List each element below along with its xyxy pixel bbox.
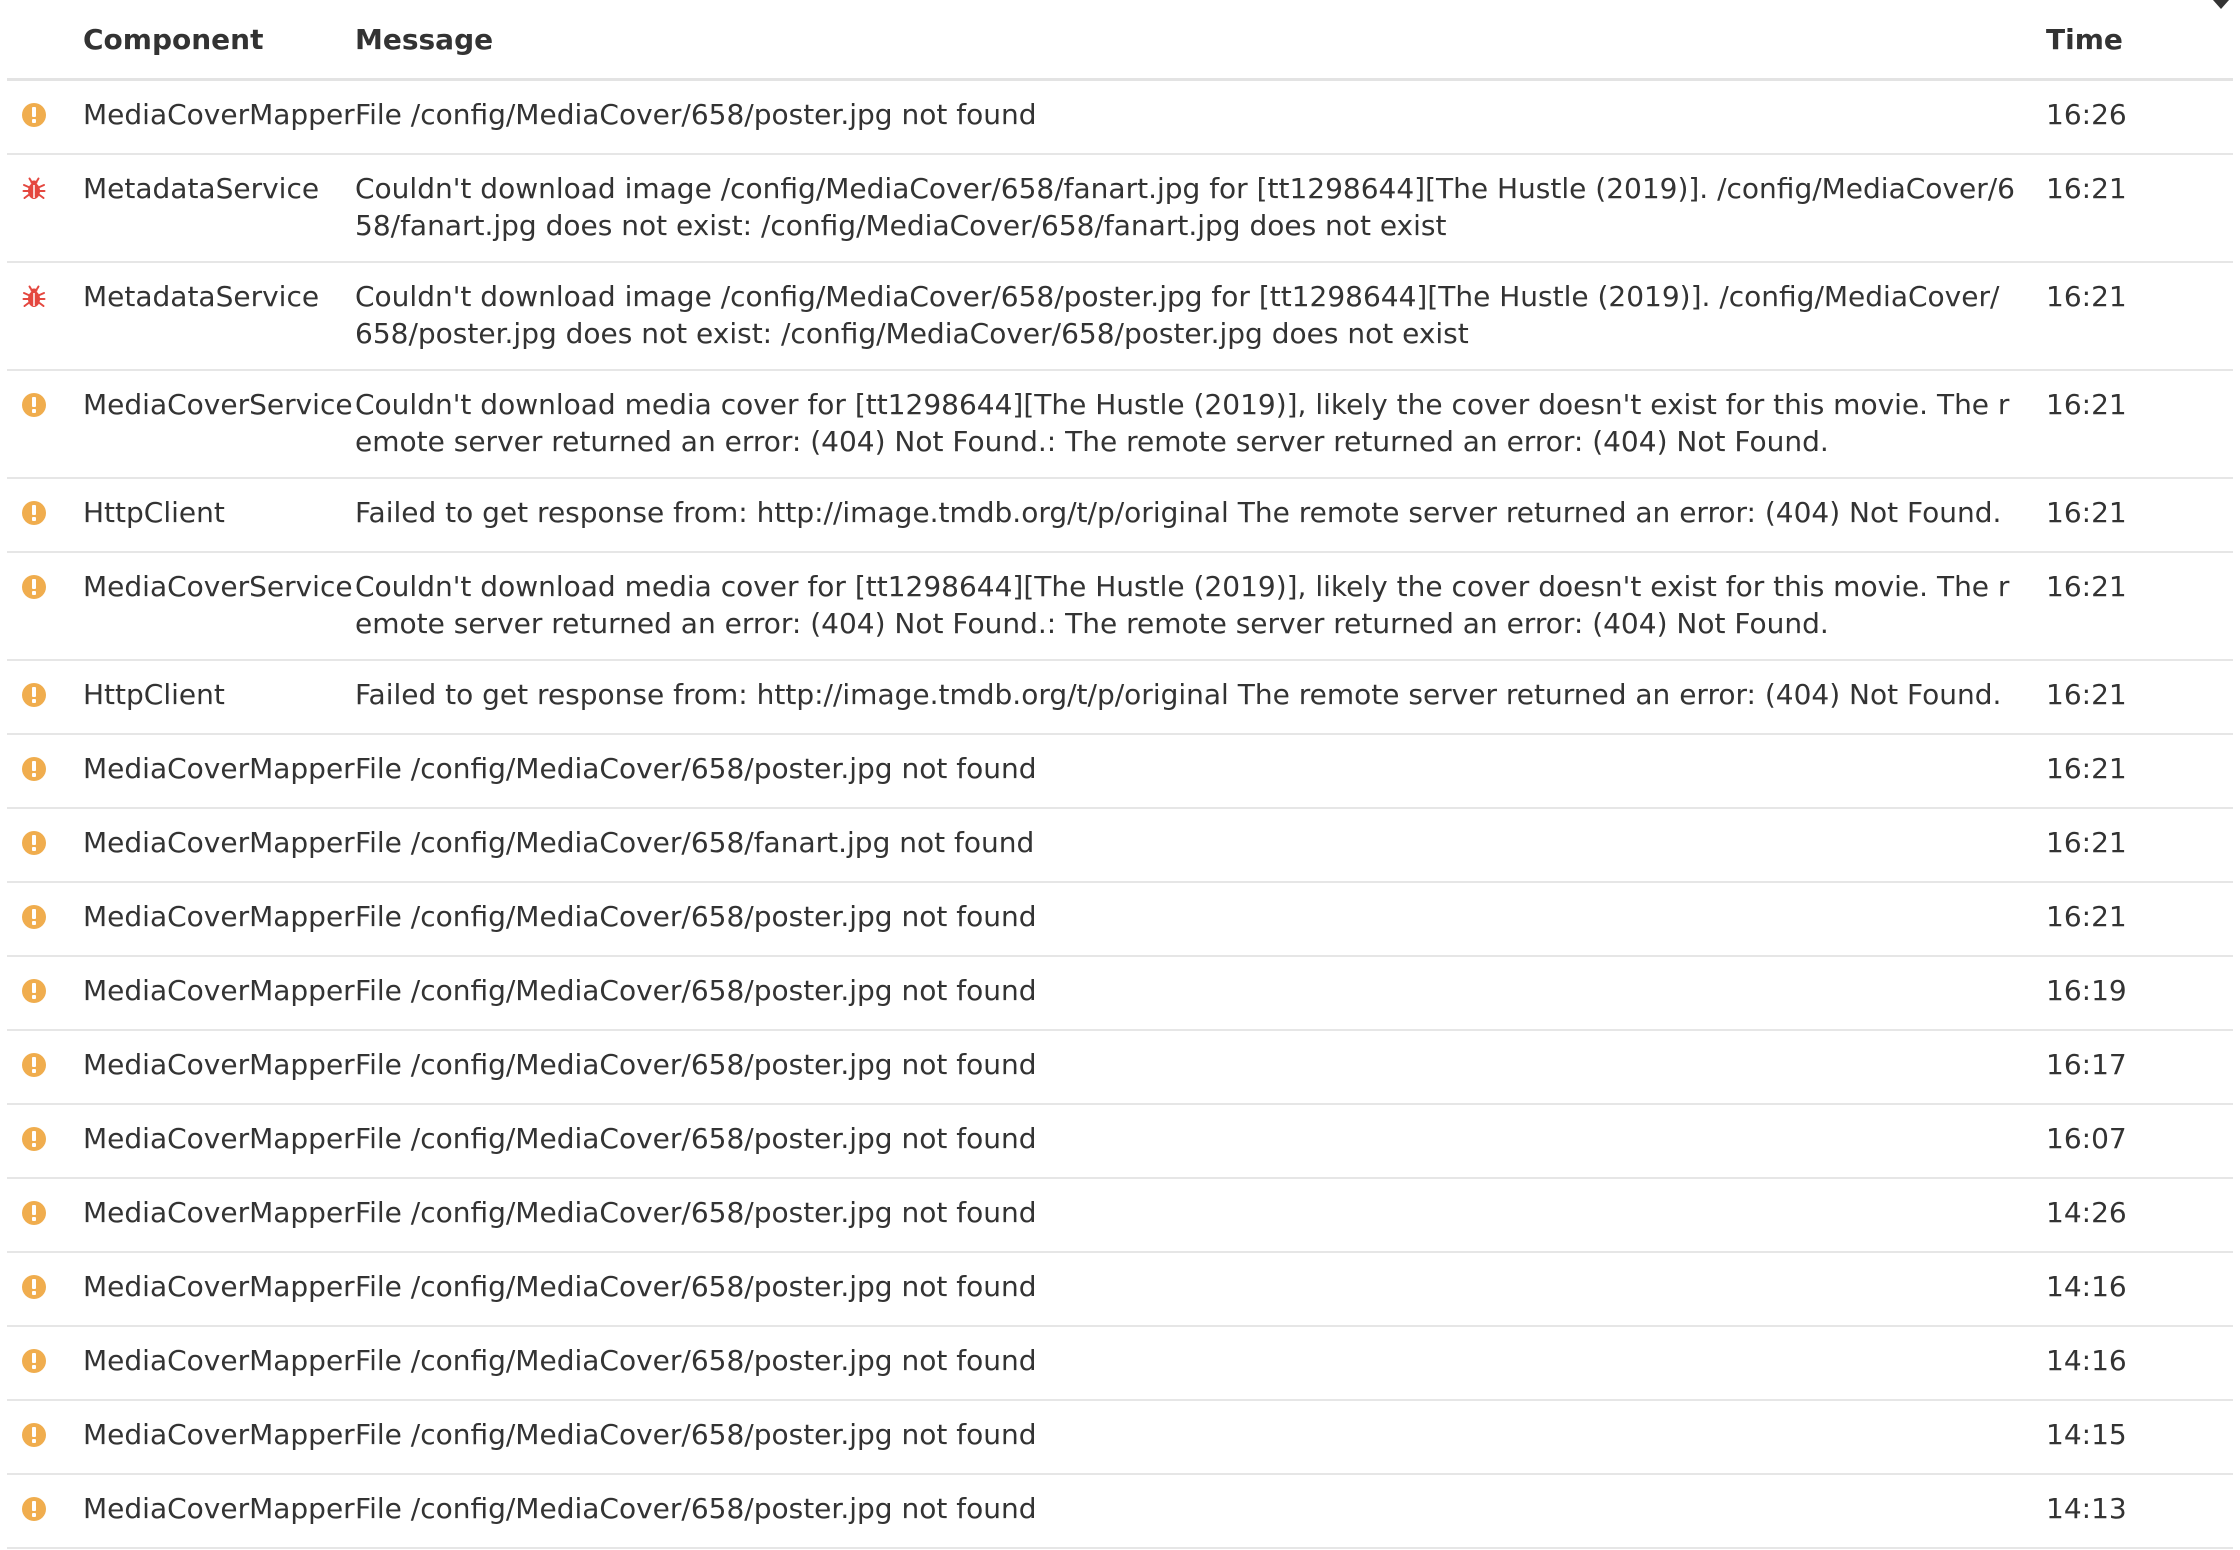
row-message: File /config/MediaCover/658/poster.jpg not found xyxy=(355,1270,1037,1303)
row-component: MediaCoverMapper xyxy=(83,98,355,131)
warning-icon xyxy=(22,1423,46,1447)
table-row[interactable] xyxy=(7,479,2233,553)
row-component: HttpClient xyxy=(83,678,225,711)
warning-icon xyxy=(22,1053,46,1077)
row-time: 16:21 xyxy=(2046,900,2127,933)
row-time: 16:21 xyxy=(2046,388,2127,421)
column-header-message[interactable]: Message xyxy=(355,23,494,56)
row-time: 14:13 xyxy=(2046,1492,2127,1525)
row-message: Couldn't download image /config/MediaCover/658/fanart.jpg for [tt1298644][The Hustle (2019)]. /config/MediaCover/658/fanart.jpg does not exist: /config/MediaCover/658/fanart.jpg does not exist xyxy=(355,172,2015,242)
row-message: File /config/MediaCover/658/poster.jpg not found xyxy=(355,1492,1037,1525)
row-message: File /config/MediaCover/658/poster.jpg not found xyxy=(355,900,1037,933)
row-message: File /config/MediaCover/658/poster.jpg not found xyxy=(355,752,1037,785)
row-time: 16:21 xyxy=(2046,172,2127,205)
column-header-component[interactable]: Component xyxy=(83,23,264,56)
row-message: File /config/MediaCover/658/poster.jpg not found xyxy=(355,1048,1037,1081)
row-component: MediaCoverMapper xyxy=(83,826,355,859)
table-row[interactable] xyxy=(7,1105,2233,1179)
row-time: 14:15 xyxy=(2046,1418,2127,1451)
table-row[interactable] xyxy=(7,661,2233,735)
warning-icon xyxy=(22,1497,46,1521)
warning-icon xyxy=(22,1201,46,1225)
table-row[interactable] xyxy=(7,1253,2233,1327)
row-time: 14:26 xyxy=(2046,1196,2127,1229)
row-message: Couldn't download image /config/MediaCover/658/poster.jpg for [tt1298644][The Hustle (2019)]. /config/MediaCover/658/poster.jpg does not exist: /config/MediaCover/658/poster.jpg does not exist xyxy=(355,280,2000,350)
warning-icon xyxy=(22,1127,46,1151)
row-message: File /config/MediaCover/658/poster.jpg not found xyxy=(355,1418,1037,1451)
row-component: HttpClient xyxy=(83,496,225,529)
table-row[interactable] xyxy=(7,1179,2233,1253)
row-message: Failed to get response from: http://image.tmdb.org/t/p/original The remote server returned an error: (404) Not Found. xyxy=(355,496,2002,529)
warning-icon xyxy=(22,575,46,599)
row-time: 16:21 xyxy=(2046,570,2127,603)
table-row[interactable] xyxy=(7,1031,2233,1105)
row-component: MediaCoverMapper xyxy=(83,900,355,933)
row-component: MediaCoverMapper xyxy=(83,1344,355,1377)
table-row[interactable] xyxy=(7,883,2233,957)
row-time: 16:21 xyxy=(2046,496,2127,529)
row-time: 16:21 xyxy=(2046,752,2127,785)
row-time: 16:07 xyxy=(2046,1122,2127,1155)
row-message: Couldn't download media cover for [tt1298644][The Hustle (2019)], likely the cover doesn't exist for this movie. The remote server returned an error: (404) Not Found.: The remote server returned an error: (404) Not Found. xyxy=(355,388,2010,458)
row-message: File /config/MediaCover/658/poster.jpg not found xyxy=(355,1344,1037,1377)
row-time: 16:26 xyxy=(2046,98,2127,131)
row-component: MediaCoverMapper xyxy=(83,1492,355,1525)
row-component: MediaCoverService xyxy=(83,570,353,603)
row-time: 16:17 xyxy=(2046,1048,2127,1081)
row-time: 16:21 xyxy=(2046,280,2127,313)
warning-icon xyxy=(22,103,46,127)
row-message: File /config/MediaCover/658/poster.jpg not found xyxy=(355,1196,1037,1229)
warning-icon xyxy=(22,683,46,707)
row-message: File /config/MediaCover/658/poster.jpg not found xyxy=(355,98,1037,131)
warning-icon xyxy=(22,831,46,855)
warning-icon xyxy=(22,757,46,781)
row-component: MediaCoverMapper xyxy=(83,1196,355,1229)
log-table xyxy=(7,0,2233,1549)
bug-icon xyxy=(22,177,46,201)
row-time: 16:21 xyxy=(2046,826,2127,859)
row-message: File /config/MediaCover/658/poster.jpg not found xyxy=(355,974,1037,1007)
table-row[interactable] xyxy=(7,263,2233,371)
row-message: Failed to get response from: http://image.tmdb.org/t/p/original The remote server returned an error: (404) Not Found. xyxy=(355,678,2002,711)
table-row[interactable] xyxy=(7,735,2233,809)
row-component: MediaCoverMapper xyxy=(83,1122,355,1155)
table-row[interactable] xyxy=(7,957,2233,1031)
bug-icon xyxy=(22,285,46,309)
caret-down-icon[interactable] xyxy=(2213,0,2229,9)
row-time: 14:16 xyxy=(2046,1270,2127,1303)
row-time: 14:16 xyxy=(2046,1344,2127,1377)
row-component: MediaCoverMapper xyxy=(83,974,355,1007)
row-time: 16:21 xyxy=(2046,678,2127,711)
row-component: MetadataService xyxy=(83,280,320,313)
table-row[interactable] xyxy=(7,81,2233,155)
table-row[interactable] xyxy=(7,809,2233,883)
row-component: MetadataService xyxy=(83,172,320,205)
column-header-time[interactable]: Time xyxy=(2046,23,2123,56)
row-message: File /config/MediaCover/658/poster.jpg not found xyxy=(355,1122,1037,1155)
warning-icon xyxy=(22,393,46,417)
row-component: MediaCoverMapper xyxy=(83,1048,355,1081)
row-component: MediaCoverMapper xyxy=(83,752,355,785)
warning-icon xyxy=(22,905,46,929)
row-time: 16:19 xyxy=(2046,974,2127,1007)
warning-icon xyxy=(22,501,46,525)
table-row[interactable] xyxy=(7,1327,2233,1401)
row-component: MediaCoverService xyxy=(83,388,353,421)
table-row[interactable] xyxy=(7,1401,2233,1475)
warning-icon xyxy=(22,979,46,1003)
table-row[interactable] xyxy=(7,371,2233,479)
table-row[interactable] xyxy=(7,553,2233,661)
row-message: Couldn't download media cover for [tt1298644][The Hustle (2019)], likely the cover doesn't exist for this movie. The remote server returned an error: (404) Not Found.: The remote server returned an error: (404) Not Found. xyxy=(355,570,2010,640)
table-header xyxy=(7,0,2233,81)
warning-icon xyxy=(22,1349,46,1373)
table-row[interactable] xyxy=(7,1475,2233,1549)
warning-icon xyxy=(22,1275,46,1299)
row-component: MediaCoverMapper xyxy=(83,1270,355,1303)
row-component: MediaCoverMapper xyxy=(83,1418,355,1451)
table-row[interactable] xyxy=(7,155,2233,263)
row-message: File /config/MediaCover/658/fanart.jpg not found xyxy=(355,826,1035,859)
